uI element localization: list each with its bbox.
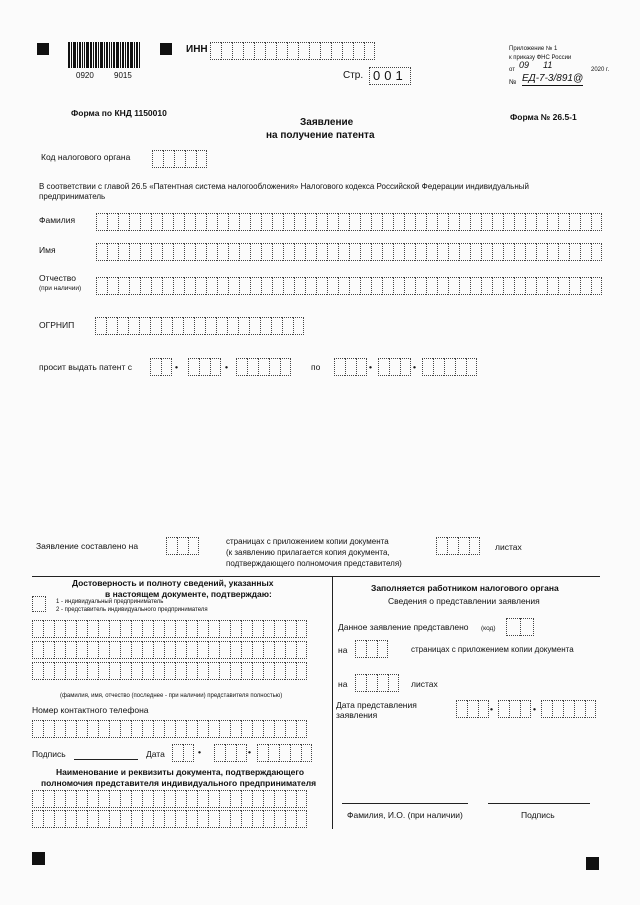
order-label: к приказу ФНС России bbox=[509, 55, 572, 61]
date-dot: • bbox=[248, 747, 251, 757]
corner-marker-inn bbox=[160, 43, 172, 55]
submission-date-month[interactable] bbox=[498, 700, 531, 718]
name-cells[interactable] bbox=[96, 243, 602, 261]
date-dot: • bbox=[175, 362, 178, 372]
patronymic-label: Отчество bbox=[39, 273, 76, 283]
date-dot: • bbox=[198, 747, 201, 757]
name-note: (фамилия, имя, отчество (последнее - при наличии) представителя полностью) bbox=[60, 693, 283, 699]
submission-date-label-2: заявления bbox=[336, 710, 378, 720]
period-from-month[interactable] bbox=[188, 358, 221, 376]
sheets-label: листах bbox=[495, 542, 522, 552]
name-label: Имя bbox=[39, 245, 56, 255]
submission-date-label-1: Дата представления bbox=[336, 700, 417, 710]
date-dot: • bbox=[225, 362, 228, 372]
page-label: Стр. bbox=[343, 70, 364, 81]
order-number: ЕД-7-3/891@ bbox=[522, 73, 584, 84]
period-label: просит выдать патент с bbox=[39, 362, 132, 372]
order-date-day: 09 bbox=[519, 60, 530, 70]
fio-label: Фамилия, И.О. (при наличии) bbox=[347, 810, 463, 820]
left-date-label: Дата bbox=[146, 749, 165, 759]
page-number: 001 bbox=[369, 67, 411, 85]
submission-date-day[interactable] bbox=[456, 700, 489, 718]
submission-date-year[interactable] bbox=[541, 700, 596, 718]
form-title: Заявление bbox=[300, 117, 354, 128]
column-divider bbox=[332, 577, 333, 829]
left-date-year[interactable] bbox=[257, 744, 312, 762]
intro-text-1: В соответствии с главой 26.5 «Патентная система налогообложения» Налогового кодекса Российской Федерации индивидуальный bbox=[39, 182, 529, 191]
confirm-option-2: 2 - представитель индивидуального предпринимателя bbox=[56, 607, 208, 613]
attachment-label: Приложение № 1 bbox=[509, 46, 558, 52]
order-date-month: 11 bbox=[543, 60, 553, 70]
office-title: Заполняется работником налогового органа bbox=[371, 583, 559, 593]
form-number: Форма № 26.5-1 bbox=[510, 112, 577, 122]
left-date-month[interactable] bbox=[214, 744, 247, 762]
corner-marker-top-left bbox=[37, 43, 49, 55]
barcode-number-right: 9015 bbox=[114, 71, 132, 80]
left-date-day[interactable] bbox=[172, 744, 194, 762]
surname-label: Фамилия bbox=[39, 215, 76, 225]
period-from-day[interactable] bbox=[150, 358, 172, 376]
period-to-label: по bbox=[311, 362, 321, 372]
office-pages-copy: страницах с приложением копии документа bbox=[411, 645, 574, 654]
date-dot: • bbox=[369, 362, 372, 372]
section-divider bbox=[32, 576, 600, 577]
phone-cells[interactable] bbox=[32, 720, 307, 738]
period-to-day[interactable] bbox=[334, 358, 367, 376]
patronymic-note: (при наличии) bbox=[39, 285, 82, 292]
ogrnip-cells[interactable] bbox=[95, 317, 304, 335]
confirm-title-2: в настоящем документе, подтверждаю: bbox=[105, 589, 272, 599]
inn-cells[interactable] bbox=[210, 42, 375, 60]
date-dot: • bbox=[490, 704, 493, 714]
form-knd: Форма по КНД 1150010 bbox=[71, 108, 167, 118]
form-subtitle: на получение патента bbox=[266, 130, 375, 141]
period-from-year[interactable] bbox=[236, 358, 291, 376]
office-pages-on-label: на bbox=[338, 645, 348, 655]
inn-label: ИНН bbox=[186, 44, 208, 55]
left-sign-label: Подпись bbox=[32, 749, 66, 759]
office-sheets-label: листах bbox=[411, 679, 438, 689]
tax-code-label: Код налогового органа bbox=[41, 152, 131, 162]
corner-marker-bottom-left bbox=[32, 852, 45, 865]
office-sign-label: Подпись bbox=[521, 810, 555, 820]
confirm-title-1: Достоверность и полноту сведений, указанных bbox=[72, 578, 274, 588]
intro-text-2: предприниматель bbox=[39, 192, 106, 201]
tax-code-cells[interactable] bbox=[152, 150, 207, 168]
doc-requisites-grid[interactable] bbox=[32, 790, 307, 828]
ogrnip-label: ОГРНИП bbox=[39, 320, 75, 330]
pages-copy-text-3: подтверждающего полномочия представителя) bbox=[226, 559, 402, 568]
pages-copy-text-2: (к заявлению прилагается копия документа, bbox=[226, 548, 390, 557]
corner-marker-bottom-right bbox=[586, 857, 599, 870]
pages-copy-text-1: страницах с приложением копии документа bbox=[226, 537, 389, 546]
confirm-option-1: 1 - индивидуальный предприниматель bbox=[56, 599, 164, 605]
barcode-number-left: 0920 bbox=[76, 71, 94, 80]
date-dot: • bbox=[533, 704, 536, 714]
code-note: (код) bbox=[481, 625, 496, 632]
submitted-label: Данное заявление представлено bbox=[338, 622, 469, 632]
compiled-label: Заявление составлено на bbox=[36, 541, 139, 551]
order-from-label: от bbox=[509, 67, 515, 73]
date-dot: • bbox=[413, 362, 416, 372]
office-sheets-cells[interactable] bbox=[355, 674, 399, 692]
sheets-cells[interactable] bbox=[436, 537, 480, 555]
order-number-label: № bbox=[509, 79, 517, 86]
confirm-type-cell[interactable] bbox=[32, 596, 46, 612]
patronymic-cells[interactable] bbox=[96, 277, 602, 295]
submit-code-cells[interactable] bbox=[506, 618, 534, 636]
office-sign-line[interactable] bbox=[488, 803, 590, 804]
period-to-year[interactable] bbox=[422, 358, 477, 376]
office-pages-cells[interactable] bbox=[355, 640, 388, 658]
fio-line[interactable] bbox=[342, 803, 468, 804]
compiled-pages-cells[interactable] bbox=[166, 537, 199, 555]
barcode bbox=[68, 42, 152, 68]
office-sheets-on-label: на bbox=[338, 679, 348, 689]
representative-name-grid[interactable] bbox=[32, 620, 317, 680]
left-sign-line[interactable] bbox=[74, 759, 138, 760]
period-to-month[interactable] bbox=[378, 358, 411, 376]
doc-title-1: Наименование и реквизиты документа, подтверждающего bbox=[56, 767, 305, 777]
surname-cells[interactable] bbox=[96, 213, 602, 231]
phone-label: Номер контактного телефона bbox=[32, 705, 149, 715]
order-year: 2020 г. bbox=[591, 67, 610, 73]
office-subtitle: Сведения о представлении заявления bbox=[388, 596, 540, 606]
doc-title-2: полномочия представителя индивидуального предпринимателя bbox=[41, 778, 317, 788]
